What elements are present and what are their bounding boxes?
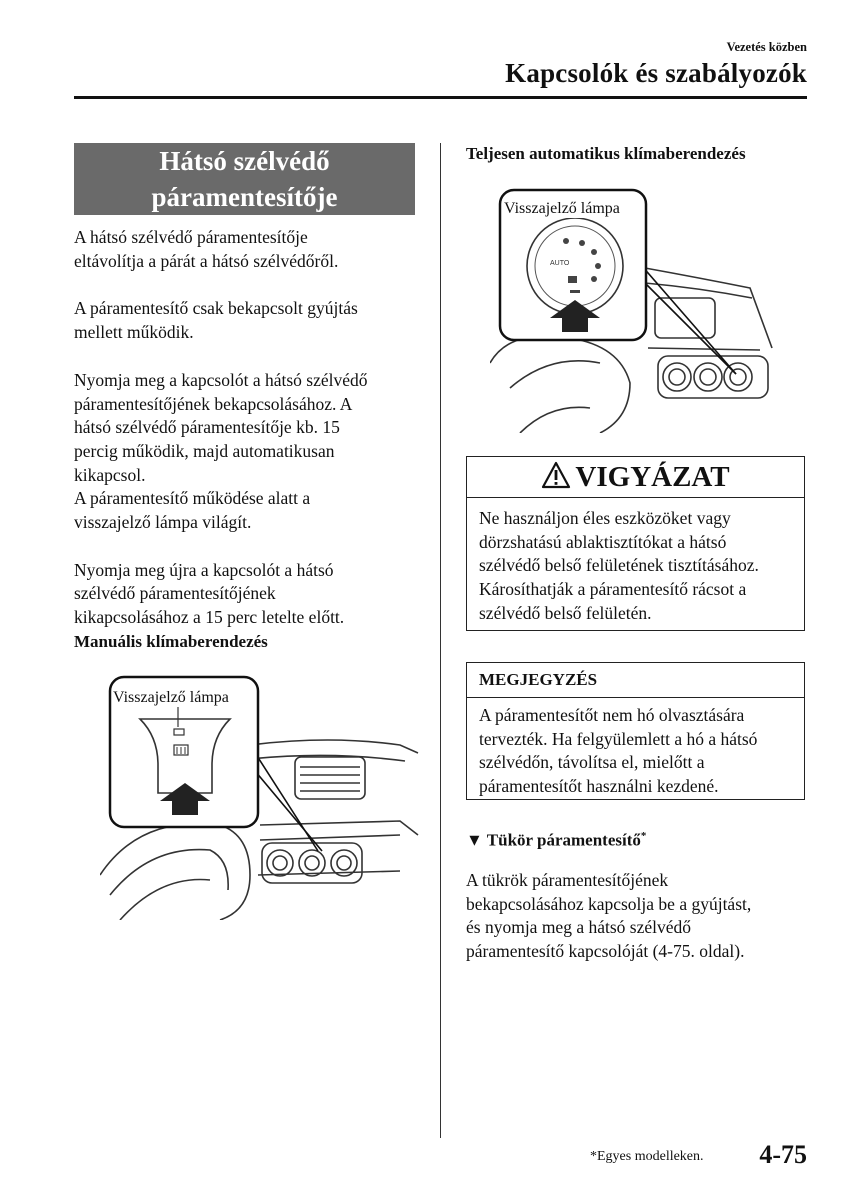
text-line: szélvédő belső felületén. (479, 602, 652, 623)
text-line: Nyomja meg újra a kapcsolót a hátsó (74, 559, 334, 580)
mirror-defroster-text (466, 869, 806, 964)
auto-climate-heading: Teljesen automatikus klímaberendezés (466, 144, 746, 163)
topic-heading (74, 143, 415, 215)
asterisk-mark: * (640, 830, 647, 842)
topic-heading-line2: páramentesítője (151, 182, 338, 212)
text-line: A páramentesítő csak bekapcsolt gyújtás (74, 298, 358, 319)
column-divider (440, 143, 441, 1138)
manual-climate-heading: Manuális klímaberendezés (74, 631, 268, 651)
topic-heading-line1: Hátsó szélvédő (159, 146, 330, 176)
note-box (466, 662, 805, 800)
text-line: eltávolítja a párát a hátsó szélvédőről. (74, 250, 339, 271)
manual-climate-illustration (100, 675, 430, 920)
manual-indicator-label: Visszajelző lámpa (113, 689, 229, 706)
chapter-label: Vezetés közben (726, 40, 807, 54)
caution-title-text: VIGYÁZAT (575, 461, 730, 493)
text-line: A tükrök páramentesítőjének (466, 870, 669, 890)
dial-auto-text: AUTO (550, 260, 570, 267)
text-line: szélvédő belső felületének tisztításához. (479, 555, 759, 576)
caution-text (479, 507, 794, 626)
section-title: Kapcsolók és szabályozók (505, 58, 807, 88)
caution-box (466, 456, 805, 631)
text-line: szélvédő páramentesítőjének (74, 583, 276, 604)
text-line: és nyomja meg a hátsó szélvédő (466, 917, 692, 938)
text-line: A páramentesítő működése alatt a (74, 488, 311, 509)
text-line: Ne használjon éles eszközöket vagy (479, 508, 731, 528)
text-line: kikapcsol. (74, 464, 146, 485)
text-line: A hátsó szélvédő páramentesítője (74, 227, 308, 247)
left-body (74, 226, 419, 654)
text-line: visszajelző lámpa világít. (74, 512, 252, 533)
text-line: tervezték. Ha felgyülemlett a hó a hátsó (479, 728, 758, 749)
text-line: páramentesítőt használni kezdené. (479, 776, 719, 797)
auto-indicator-label: Visszajelző lámpa (504, 200, 620, 217)
text-line: Károsíthatják a páramentesítő rácsot a (479, 579, 747, 600)
auto-climate-illustration (490, 188, 790, 433)
mirror-heading-text: Tükör páramentesítő (486, 830, 641, 850)
text-line: dörzshatású ablaktisztítókat a hátsó (479, 531, 727, 552)
header-rule (74, 96, 807, 99)
text-line: percig működik, majd automatikusan (74, 440, 335, 461)
text-line: A páramentesítőt nem hó olvasztására (479, 705, 745, 725)
text-line: Nyomja meg a kapcsolót a hátsó szélvédő (74, 369, 368, 390)
page-number: 4-75 (759, 1140, 807, 1169)
text-line: kikapcsolásához a 15 perc letelte előtt. (74, 607, 345, 628)
footnote: *Egyes modelleken. (590, 1149, 704, 1164)
text-line: páramentesítőjének bekapcsolásához. A (74, 393, 353, 414)
caution-title (467, 457, 804, 498)
dashboard-drawing (100, 675, 430, 920)
mirror-defroster-heading (466, 830, 646, 851)
auto-dashboard-drawing (490, 188, 790, 433)
text-line: szélvédőn, távolítsa el, mielőtt a (479, 752, 705, 773)
text-line: bekapcsolásához kapcsolja be a gyújtást, (466, 893, 752, 914)
note-text (479, 704, 794, 799)
text-line: mellett működik. (74, 322, 194, 343)
warning-triangle-icon (541, 461, 571, 489)
note-title: MEGJEGYZÉS (467, 663, 804, 698)
text-line: páramentesítő kapcsolóját (4-75. oldal). (466, 941, 745, 962)
text-line: hátsó szélvédő páramentesítője kb. 15 (74, 417, 340, 438)
triangle-down-icon: ▼ (466, 830, 483, 850)
